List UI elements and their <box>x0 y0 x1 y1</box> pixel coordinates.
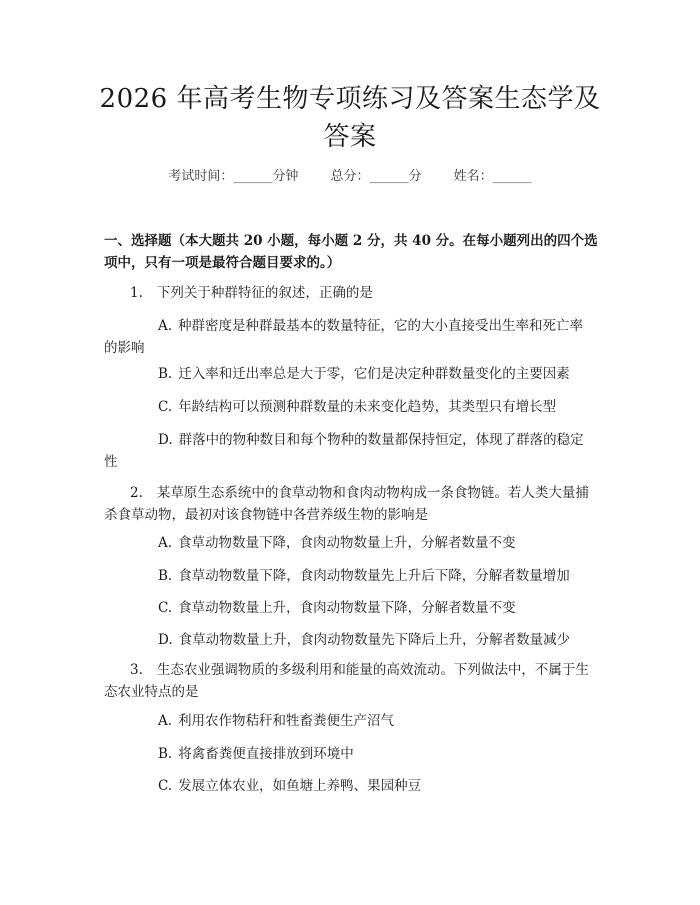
exam-meta <box>0 168 700 186</box>
option-text: 迁入率和迁出率总是大于零，它们是决定种群数量变化的主要因素 <box>178 366 570 382</box>
question-2-option-a <box>104 532 594 554</box>
option-text: 将禽畜粪便直接排放到环境中 <box>178 746 354 762</box>
question-number: 2. <box>130 485 143 501</box>
question-text: 生态农业强调物质的多级利用和能量的高效流动。下列做法中，不属于生态农业特点的是 <box>104 662 589 700</box>
option-text: 种群密度是种群最基本的数量特征，它的大小直接受出生率和死亡率的影响 <box>104 318 584 356</box>
question-1-option-c <box>104 396 594 418</box>
question-number: 1. <box>130 285 143 301</box>
option-label: D. <box>158 632 173 648</box>
question-text: 下列关于种群特征的叙述，正确的是 <box>156 285 373 301</box>
option-label: C. <box>158 399 173 415</box>
question-2-option-d <box>104 629 594 651</box>
option-text: 食草动物数量上升，食肉动物数量下降，分解者数量不变 <box>178 600 516 616</box>
total-score-field: 总分：______分 <box>330 169 422 184</box>
question-3-option-c <box>104 775 594 797</box>
document-title: 2026 年高考生物专项练习及答案生态学及答案 <box>99 84 601 152</box>
student-name-field: 姓名：______ <box>453 169 532 184</box>
section-heading: 一、选择题（本大题共 20 小题，每小题 2 分，共 40 分。在每小题列出的四个选项中，只有一项是最符合题目要求的。） <box>104 233 598 271</box>
option-text: 食草动物数量上升，食肉动物数量先下降后上升，分解者数量减少 <box>178 632 571 648</box>
question-1-option-b <box>104 363 594 385</box>
option-text: 发展立体农业，如鱼塘上养鸭、果园种豆 <box>178 778 422 794</box>
option-label: A. <box>158 535 173 551</box>
question-text: 某草原生态系统中的食草动物和食肉动物构成一条食物链。若人类大量捕杀食草动物，最初对该食物链中各营养级生物的影响是 <box>104 485 589 523</box>
option-label: B. <box>158 568 173 584</box>
question-2-option-b <box>104 565 594 587</box>
question-1-option-d <box>104 429 594 473</box>
option-label: B. <box>158 366 173 382</box>
question-3 <box>104 659 594 703</box>
option-text: 利用农作物秸秆和牲畜粪便生产沼气 <box>178 713 395 729</box>
question-number: 3. <box>130 662 143 678</box>
option-text: 食草动物数量下降，食肉动物数量上升，分解者数量不变 <box>178 535 516 551</box>
option-label: A. <box>158 318 173 334</box>
option-label: C. <box>158 600 173 616</box>
option-label: A. <box>158 713 173 729</box>
question-3-option-a <box>104 710 594 732</box>
question-1 <box>104 282 594 304</box>
question-1-option-a <box>104 315 594 359</box>
question-2-option-c <box>104 597 594 619</box>
question-2 <box>104 482 594 526</box>
option-label: C. <box>158 778 173 794</box>
option-text: 群落中的物种数目和每个物种的数量都保持恒定，体现了群落的稳定性 <box>104 432 584 470</box>
question-3-option-b <box>104 743 594 765</box>
option-text: 年龄结构可以预测种群数量的未来变化趋势，其类型只有增长型 <box>178 399 557 415</box>
option-text: 食草动物数量下降，食肉动物数量先上升后下降，分解者数量增加 <box>178 568 570 584</box>
option-label: B. <box>158 746 173 762</box>
option-label: D. <box>158 432 173 448</box>
exam-time-field: 考试时间：______分钟 <box>168 169 299 184</box>
